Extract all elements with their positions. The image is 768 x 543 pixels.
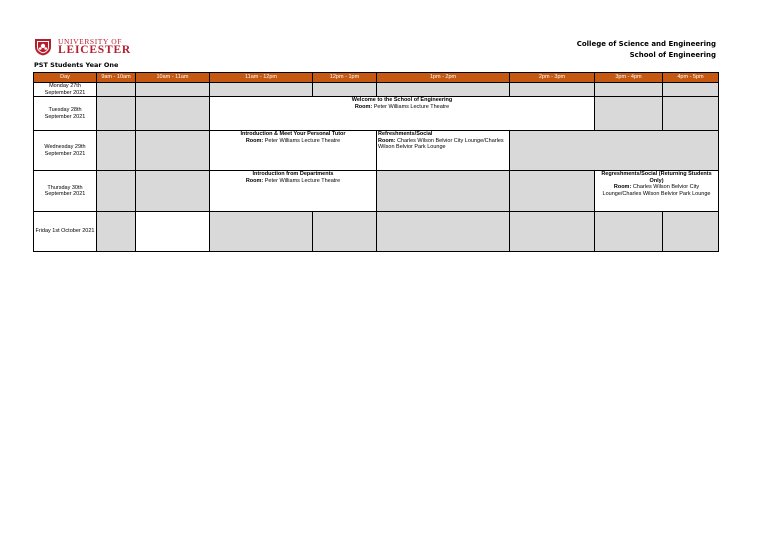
table-row-tuesday xyxy=(34,97,719,131)
empty-slot xyxy=(97,131,136,171)
event-refreshments xyxy=(377,131,510,171)
event-title: Introduction from Departments xyxy=(252,171,334,177)
empty-slot xyxy=(97,97,136,131)
timetable xyxy=(33,72,719,252)
col-header-9am: 9am - 10am xyxy=(97,73,136,83)
room-label: Room: xyxy=(245,137,264,144)
empty-slot xyxy=(377,83,510,97)
room-name: Charles Wilson Belvior City Lounge/Charles Wilson Belvior Park Lounge xyxy=(602,184,711,197)
empty-slot xyxy=(663,97,719,131)
empty-slot xyxy=(510,171,595,212)
col-header-10am: 10am - 11am xyxy=(136,73,210,83)
empty-slot xyxy=(97,83,136,97)
event-title: Refreshments/Social xyxy=(378,131,433,137)
room-name: Peter Williams Lecture Theatre xyxy=(264,177,341,184)
empty-slot xyxy=(313,212,377,252)
empty-slot xyxy=(377,212,510,252)
table-row-monday xyxy=(34,83,719,97)
college-heading xyxy=(577,39,716,60)
day-cell: Wednesday 29th September 2021 xyxy=(34,131,97,171)
table-row-thursday xyxy=(34,171,719,212)
col-header-12pm: 12pm - 1pm xyxy=(313,73,377,83)
event-departments xyxy=(210,171,377,212)
empty-slot xyxy=(136,212,210,252)
event-welcome xyxy=(210,97,595,131)
col-header-1pm: 1pm - 2pm xyxy=(377,73,510,83)
empty-slot xyxy=(136,131,210,171)
event-title: Regreshments/Social (Returning Students Only) xyxy=(601,171,712,184)
crest-icon xyxy=(34,38,52,56)
day-cell: Friday 1st October 2021 xyxy=(34,212,97,252)
room-name: Peter Williams Lecture Theatre xyxy=(264,137,341,144)
room-label: Room: xyxy=(354,103,373,110)
empty-slot xyxy=(510,83,595,97)
col-header-4pm: 4pm - 5pm xyxy=(663,73,719,83)
university-logo xyxy=(34,38,131,56)
empty-slot xyxy=(595,97,663,131)
event-room xyxy=(211,178,375,185)
empty-slot xyxy=(510,131,719,171)
event-room xyxy=(596,184,717,197)
col-header-3pm: 3pm - 4pm xyxy=(595,73,663,83)
empty-slot xyxy=(210,212,313,252)
room-label: Room: xyxy=(378,137,396,144)
timetable-header-row xyxy=(34,73,719,83)
empty-slot xyxy=(136,171,210,212)
event-returning-social xyxy=(595,171,719,212)
empty-slot xyxy=(210,83,313,97)
empty-slot xyxy=(136,97,210,131)
day-cell: Monday 27th September 2021 xyxy=(34,83,97,97)
page-subtitle: PST Students Year One xyxy=(34,61,119,69)
room-label: Room: xyxy=(613,184,632,190)
col-header-2pm: 2pm - 3pm xyxy=(510,73,595,83)
empty-slot xyxy=(313,83,377,97)
col-header-11am: 11am - 12pm xyxy=(210,73,313,83)
event-room xyxy=(378,138,508,151)
empty-slot xyxy=(97,171,136,212)
school-name: School of Engineering xyxy=(629,50,716,59)
logo-line2: LEICESTER xyxy=(58,44,132,56)
event-room xyxy=(211,104,593,111)
event-room xyxy=(211,138,375,145)
logo-line1: UNIVERSITY OF xyxy=(58,36,122,46)
college-name: College of Science and Engineering xyxy=(576,40,716,48)
empty-slot xyxy=(595,212,663,252)
room-name: Charles Wilson Belvior City Lounge/Charles Wilson Belvior Park Lounge xyxy=(378,137,504,150)
empty-slot xyxy=(377,171,510,212)
day-cell: Tuesday 28th September 2021 xyxy=(34,97,97,131)
room-name: Peter Williams Lecture Theatre xyxy=(373,103,450,110)
room-label: Room: xyxy=(245,177,264,184)
event-title: Introduction & Meet Your Personal Tutor xyxy=(240,131,346,137)
empty-slot xyxy=(136,83,210,97)
table-row-wednesday xyxy=(34,131,719,171)
empty-slot xyxy=(97,212,136,252)
col-header-day: Day xyxy=(34,73,97,83)
empty-slot xyxy=(595,83,663,97)
day-cell: Thursday 30th September 2021 xyxy=(34,171,97,212)
event-personal-tutor xyxy=(210,131,377,171)
empty-slot xyxy=(510,212,595,252)
empty-slot xyxy=(663,83,719,97)
table-row-friday xyxy=(34,212,719,252)
empty-slot xyxy=(663,212,719,252)
event-title: Welcome to the School of Engineering xyxy=(351,97,453,103)
